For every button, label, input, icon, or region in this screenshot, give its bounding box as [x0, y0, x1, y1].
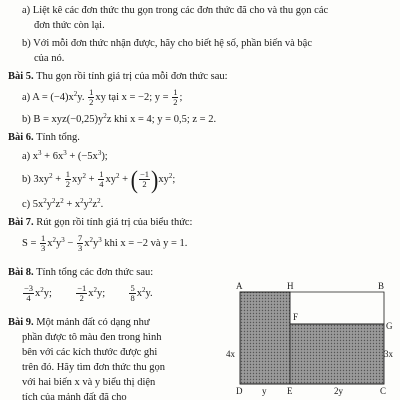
exercise-text: Tính tổng các đơn thức sau:	[36, 267, 154, 278]
exercise-label: Bài 8.	[8, 267, 34, 278]
exercise-label: Bài 6.	[8, 132, 34, 143]
outer-rectangle-outline	[290, 292, 384, 324]
exponent: 2	[103, 112, 107, 120]
math-text: b) B = xyz(−0,25)y	[22, 114, 104, 125]
shaded-land-region	[240, 292, 384, 384]
side-label-4x: 4x	[226, 349, 235, 359]
exercise-text: Tính tổng.	[36, 132, 80, 143]
exercise-9-line-3: bên với các kích thước được ghi	[22, 347, 158, 358]
exercise-9-line-4: trên đó. Hãy tìm đơn thức thu gọn	[22, 362, 166, 373]
text-line: của nó.	[34, 53, 65, 64]
exercise-label: Bài 5.	[8, 71, 34, 82]
vertex-label-B: B	[378, 281, 385, 291]
vertex-label-E: E	[287, 386, 293, 396]
fraction: $\frac{5}{8}$	[130, 283, 135, 304]
exercise-label: Bài 9.	[8, 317, 34, 328]
vertex-label-A: A	[236, 281, 243, 291]
fraction: $\frac{1}{2}$	[89, 87, 94, 108]
fraction: $\frac{1}{4}$	[99, 169, 104, 190]
exercise-9-line-2: phần được tô màu đen trong hình	[22, 332, 162, 343]
exercise-6c: c) $5x^2y^2z^2 + x^2y^2z^2$.	[22, 197, 104, 210]
bottom-label-y: y	[262, 386, 267, 396]
fraction: $\frac{-1}{2}$	[77, 283, 87, 304]
exercise-text: Thu gọn rồi tính giá trị của mỗi đơn thức sau:	[36, 71, 228, 82]
exercise-text: Rút gọn rồi tính giá trị của biểu thức:	[36, 217, 193, 228]
exercise-text: Một mảnh đất có dạng như	[36, 317, 150, 328]
exercise-6a: a) $x^3 + 6x^3 + (-5x^3)$;	[22, 149, 108, 162]
math-text: a) A = (−4)x	[22, 92, 74, 103]
vertex-label-H: H	[287, 281, 294, 291]
text-line: a) Liệt kê các đơn thức thu gọn trong các đơn thức đã cho và thu gọn các	[22, 5, 329, 16]
exercise-7-expression: S = $\frac{1}{3}$ $x^2y^3$ − $\frac{7}{3}$ $x^2y^3$ khi x = −2 và y = 1.	[22, 233, 188, 254]
vertex-label-C: C	[380, 386, 387, 396]
vertex-label-F: F	[293, 312, 299, 322]
exercise-9-line-6: tích của mảnh đất đã cho	[22, 392, 127, 400]
exponent: 2	[73, 90, 78, 98]
fraction: $\frac{-1}{2}$	[139, 169, 150, 190]
fraction: $\frac{-3}{4}$	[24, 283, 34, 304]
fraction: $\frac{7}{3}$	[77, 233, 83, 254]
exercise-8-terms: $\frac{-3}{4}$ $x^2y$; $\frac{-1}{2}$ $x^2y$; $\frac{5}{8}$ $x^2y$.	[24, 283, 153, 304]
fraction: $\frac{1}{3}$	[41, 233, 46, 254]
math-text: y.	[77, 92, 85, 103]
math-text: xy tại x = −2; y =	[95, 92, 169, 103]
text-line: b) Với mỗi đơn thức nhận được, hãy cho biết hệ số, phần biến và bậc	[22, 38, 312, 49]
math-text: z khi x = 4; y = 0,5; z = 2.	[106, 114, 217, 125]
text-line: đơn thức còn lại.	[34, 20, 105, 31]
exercise-9-line-5: với hai biến x và y biểu thị diện	[22, 377, 156, 388]
fraction: $\frac{1}{2}$	[65, 169, 71, 190]
bottom-label-2y: 2y	[334, 386, 343, 396]
vertex-label-D: D	[236, 386, 243, 396]
exercise-6b: b) $3xy^2$ + $\frac{1}{2}$ $xy^2$ + $\frac{1}{4}$ $xy^2$ + ( $\frac{-1}{2}$ )$xy^2$;	[22, 164, 176, 194]
vertex-label-G: G	[386, 321, 393, 331]
side-label-3x: 3x	[384, 349, 393, 359]
exercise-5a: a) $A = (-4)x^2y$. $\frac{1}{2}$ xy tại x = −2; y = $\frac{1}{2}$ ;	[22, 87, 183, 108]
exercise-label: Bài 7.	[8, 217, 34, 228]
fraction: $\frac{1}{2}$	[173, 87, 178, 108]
